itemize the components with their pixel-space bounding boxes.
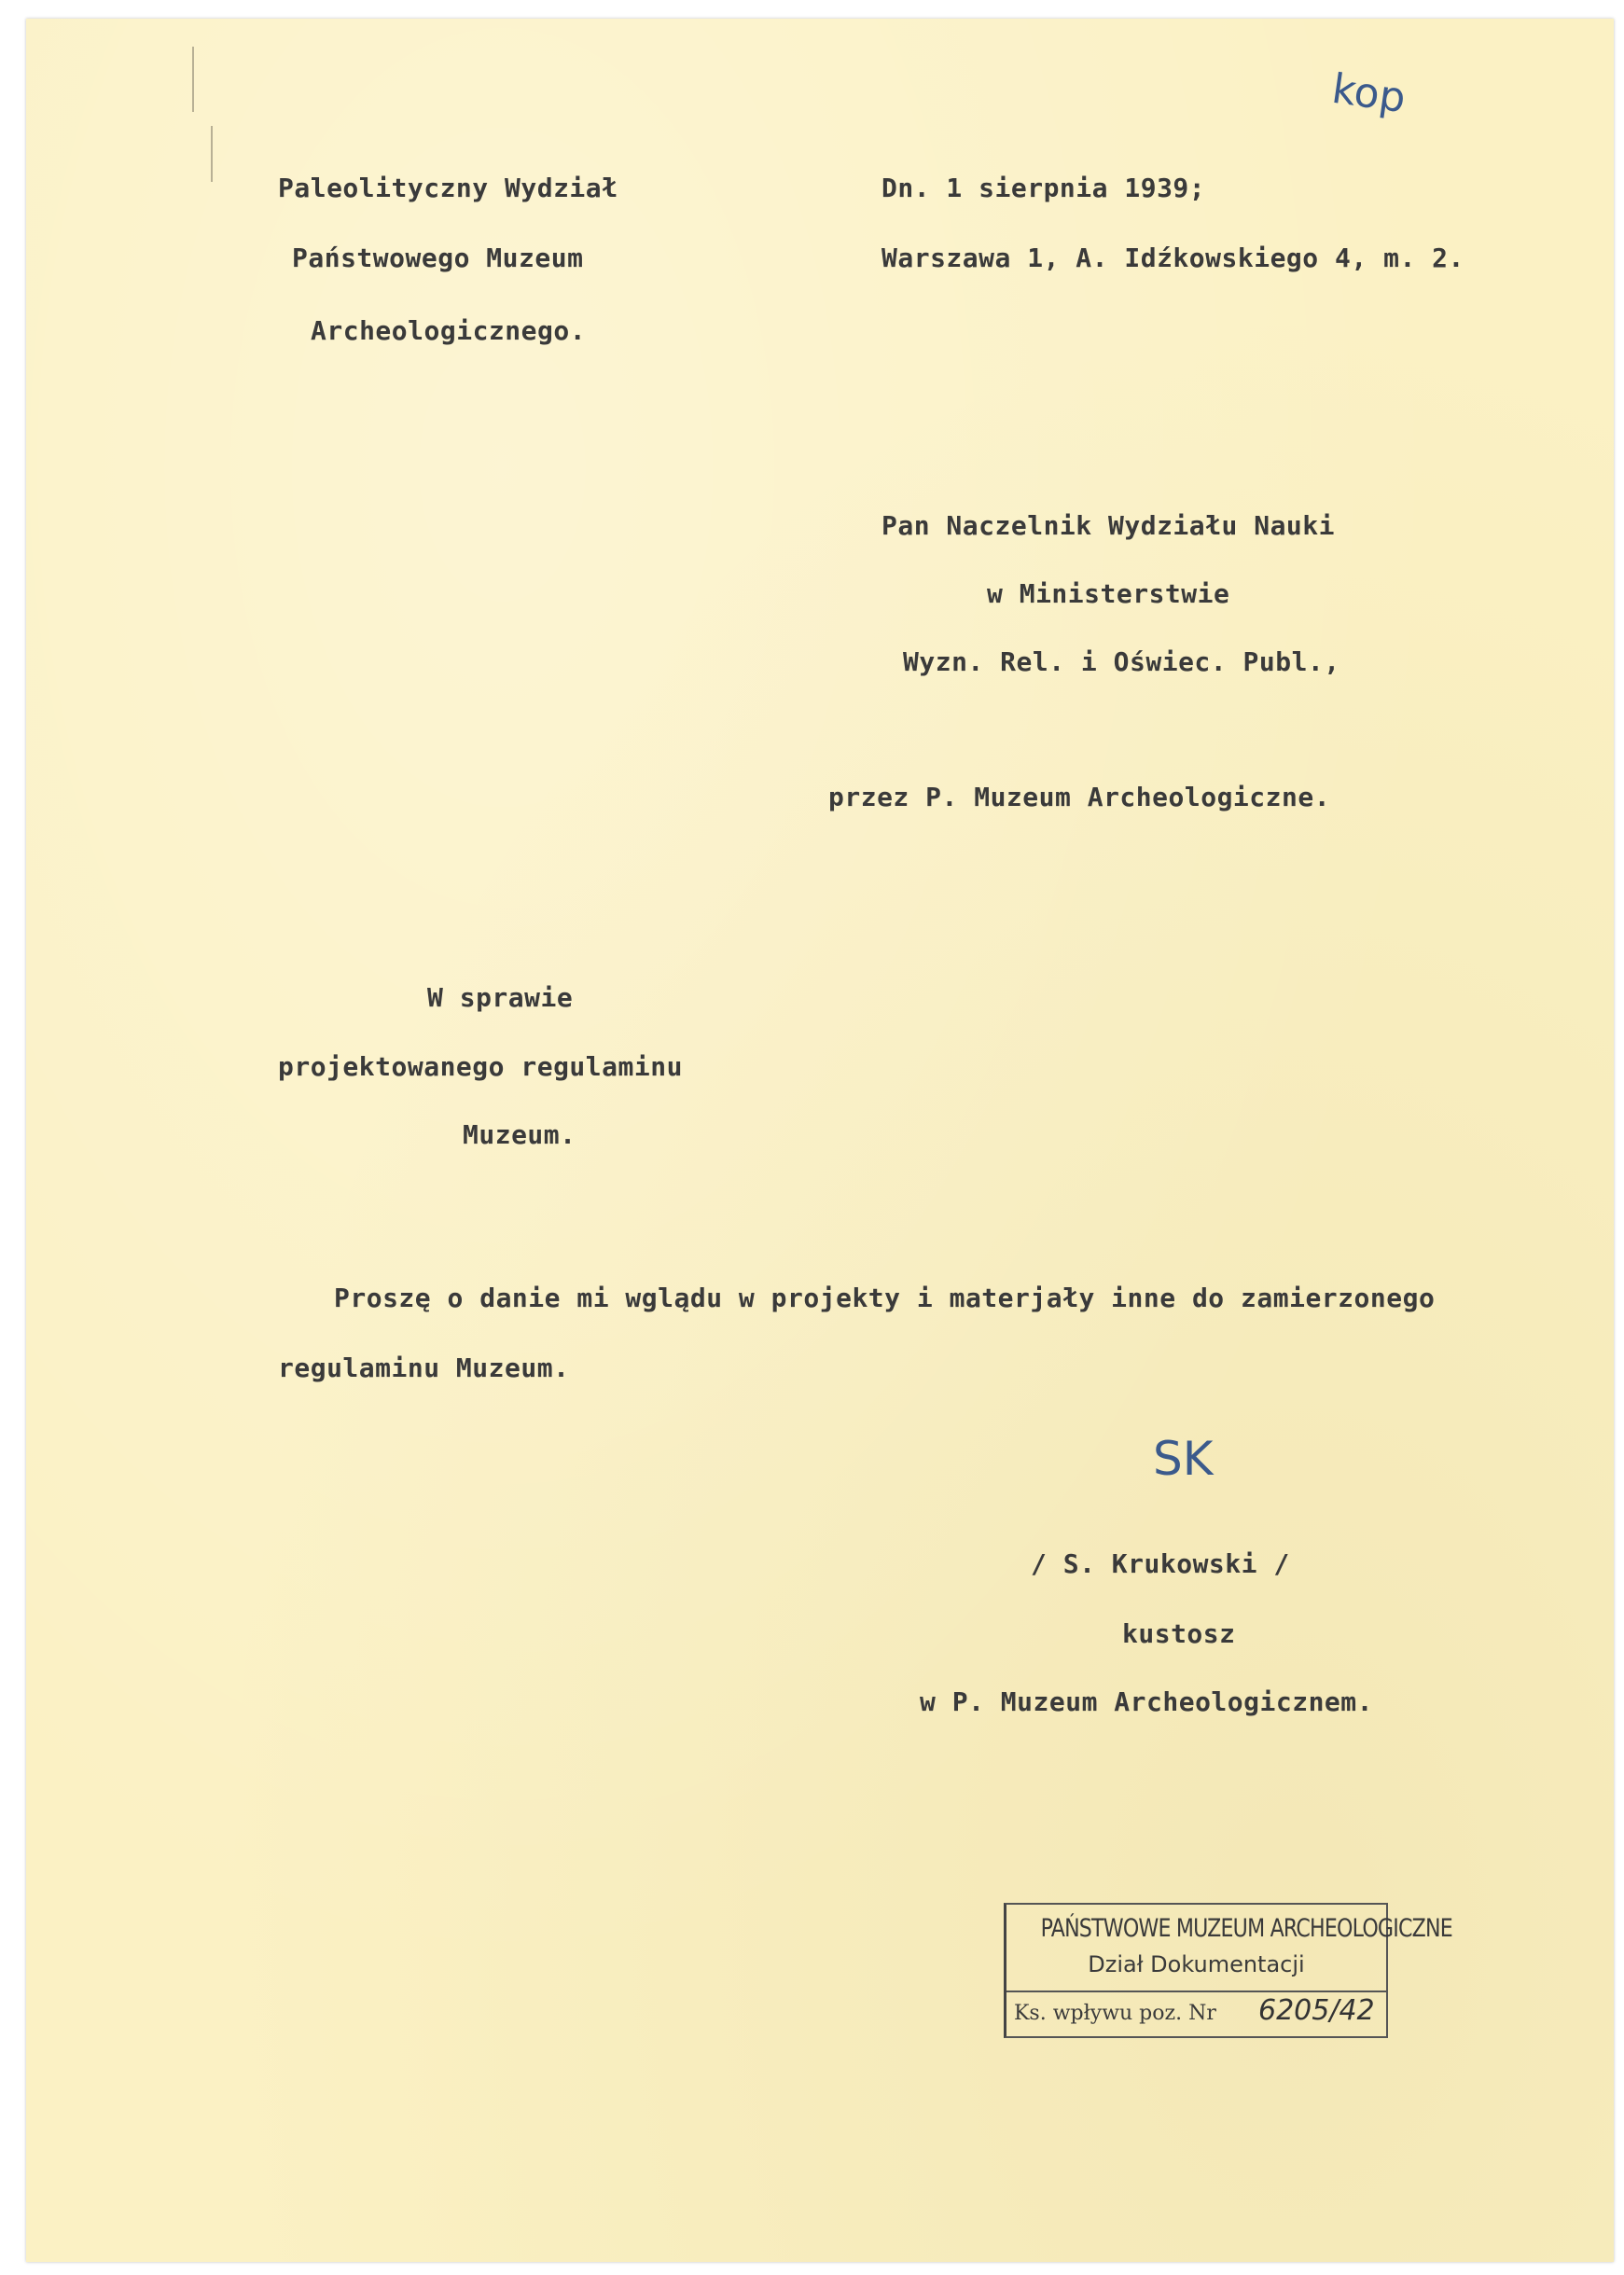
letter-date: Dn. 1 sierpnia 1939; — [881, 173, 1206, 203]
body-line-2: regulaminu Muzeum. — [278, 1353, 570, 1383]
stamp-entry-number: 6205/42 — [1258, 1994, 1375, 2027]
sender-line-1: Paleolityczny Wydział — [278, 173, 618, 203]
sender-line-3: Archeologicznego. — [311, 315, 587, 346]
signature-name: / S. Krukowski / — [1031, 1548, 1290, 1579]
signature-institution: w P. Muzeum Archeologicznem. — [920, 1686, 1374, 1717]
stamp-institution: PAŃSTWOWE MUZEUM ARCHEOLOGICZNE — [1040, 1914, 1452, 1943]
signature-title: kustosz — [1122, 1618, 1236, 1649]
subject-line-3: Muzeum. — [463, 1119, 576, 1150]
document-sheet — [26, 19, 1614, 2262]
handwritten-annotation: kop — [1328, 64, 1409, 123]
stamp-department: Dział Dokumentacji — [1088, 1951, 1305, 1977]
addressee-line-2: w Ministerstwie — [987, 578, 1230, 609]
body-line-1: Proszę o danie mi wglądu w projekty i materjały inne do zamierzonego — [334, 1283, 1436, 1313]
addressee-line-1: Pan Naczelnik Wydziału Nauki — [881, 510, 1336, 541]
archive-stamp — [1004, 1903, 1452, 2038]
stamp-divider — [1006, 1991, 1386, 1992]
subject-line-2: projektowanego regulaminu — [278, 1051, 683, 1082]
addressee-line-4: przez P. Muzeum Archeologiczne. — [828, 782, 1331, 812]
sender-line-2: Państwowego Muzeum — [292, 243, 584, 273]
addressee-line-3: Wyzn. Rel. i Oświec. Publ., — [903, 646, 1340, 677]
letter-address: Warszawa 1, A. Idźkowskiego 4, m. 2. — [881, 243, 1464, 273]
signature-initials: SK — [1153, 1432, 1214, 1486]
margin-mark — [192, 47, 194, 112]
margin-mark — [211, 126, 213, 182]
subject-line-1: W sprawie — [427, 982, 574, 1013]
stamp-entry-label: Ks. wpływu poz. Nr — [1014, 2002, 1216, 2025]
